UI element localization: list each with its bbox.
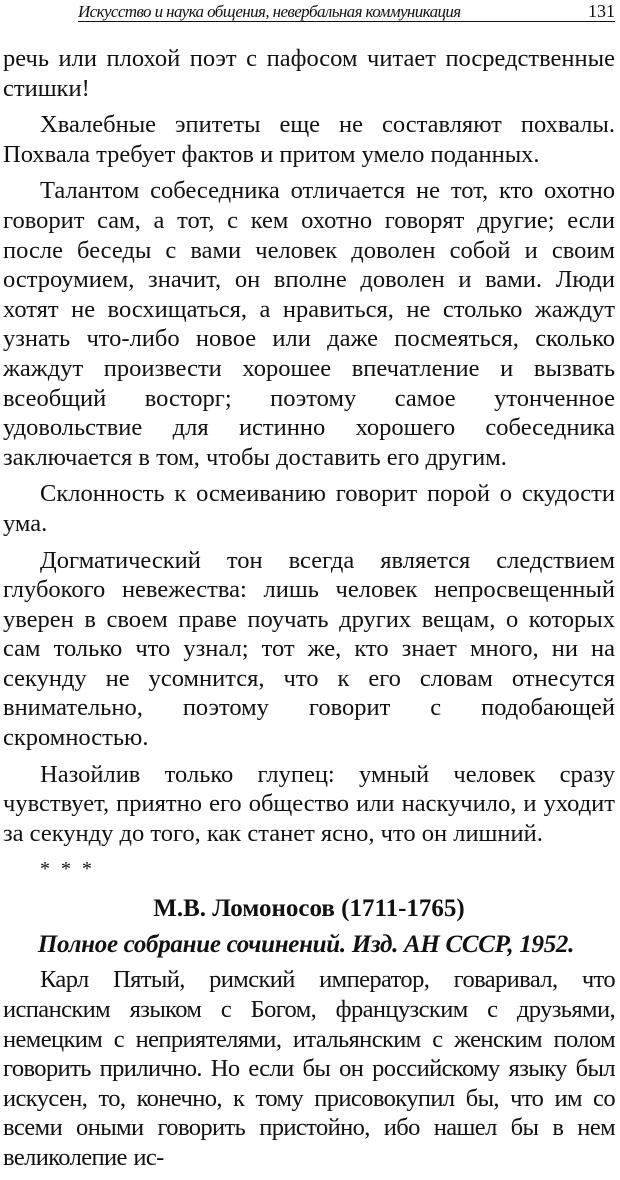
- paragraph-continuation: речь или плохой поэт с пафосом читает посредственные стишки!: [3, 45, 615, 102]
- section-author-heading: М.В. Ломоносов (1711-1765): [153, 895, 465, 923]
- section-separator: * * *: [40, 858, 95, 881]
- paragraph-talent: Талантом собеседника отличается не тот, кто охотно говорит сам, а тот, с кем охотно говорят другие; если после беседы с вами человек доволен собой и своим остроумием, значит, он вполне доволен и вами. Люди хотят не восхищаться, а нравиться, не столько жаждут узнать что-либо новое или даже посмеяться, сколько жаждут произвести хорошее впечатление и вызвать всеобщий восторг; поэтому самое утонченное удовольствие для истинно хорошего собеседника заключается в том, чтобы доставить его другим.: [3, 177, 615, 471]
- paragraph-fool: Назойлив только глупец: умный человек сразу чувствует, приятно его общество или наскучило, и уходит за секунду до того, как станет ясно, что он лишний.: [3, 760, 615, 847]
- running-header: [78, 0, 615, 22]
- paragraph-praise: Хвалебные эпитеты еще не составляют похвалы. Похвала требует фактов и притом умело поданных.: [3, 111, 615, 168]
- page-number: 131: [588, 1, 615, 21]
- paragraph-dogmatic: Догматический тон всегда является следствием глубокого невежества: лишь человек непросвещенный уверен в своем праве поучать других вещам, о которых сам только что узнал; тот же, кто знает много, ни на секунду не усомнится, что к его словам отнесутся внимательно, поэтому говорит с подобающей скромностью.: [3, 546, 615, 752]
- paragraph-mockery: Склонность к осмеиванию говорит порой о скудости ума.: [3, 480, 615, 537]
- paragraph-lomonosov: Карл Пятый, римский император, говаривал, что испанским языком с Богом, французским с друзьями, немецким с неприятелями, итальянским с женским полом говорить прилично. Но если бы он российскому языку был искусен, то, конечно, к тому присовокупил бы, что им со всеми оными говорить пристойно, ибо нашел бы в нем великолепие ис-: [3, 966, 615, 1171]
- page-body: [3, 44, 615, 1180]
- running-title: Искусство и наука общения, невербальная коммуникация: [78, 2, 461, 21]
- section-source-heading: Полное собрание сочинений. Изд. АН СССР, 1952.: [37, 931, 575, 959]
